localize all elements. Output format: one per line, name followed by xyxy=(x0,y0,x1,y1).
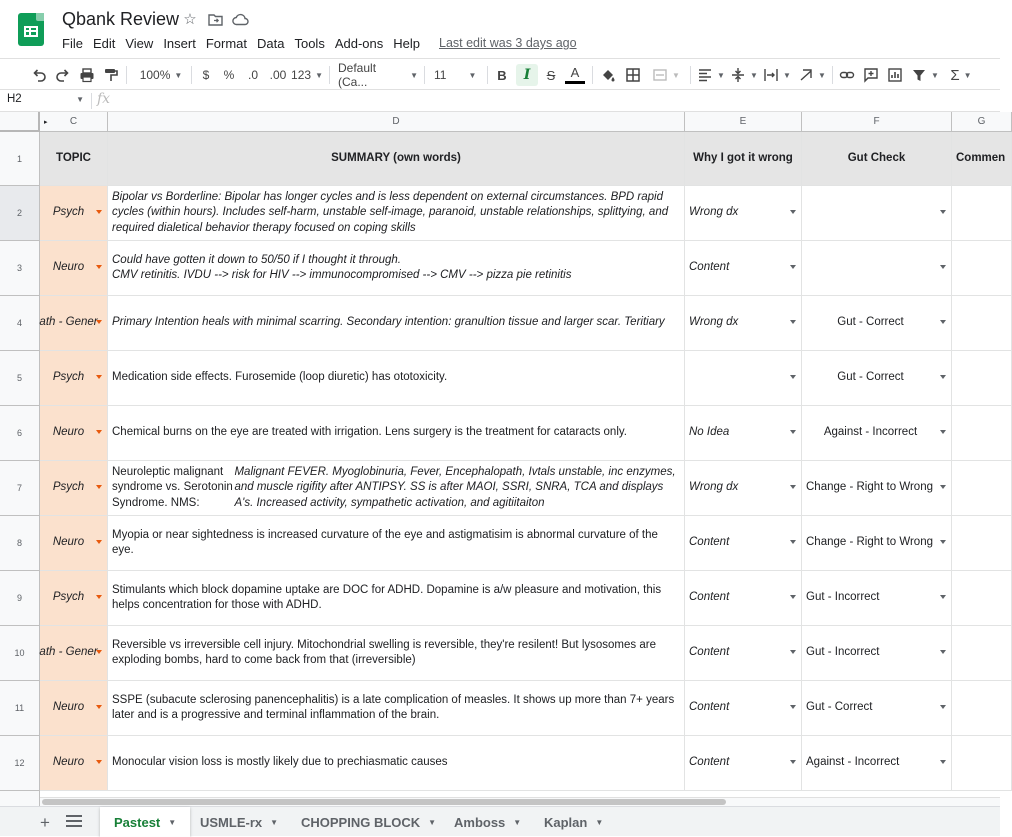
comments-cell[interactable] xyxy=(952,571,1012,626)
menu-view[interactable]: View xyxy=(125,36,154,51)
dropdown-arrow-icon[interactable] xyxy=(790,320,796,324)
topic-cell[interactable] xyxy=(40,351,108,406)
functions-icon[interactable]: Σ ▼ xyxy=(950,66,972,84)
gut-check-cell[interactable] xyxy=(802,516,952,571)
gut-check-cell[interactable] xyxy=(802,406,952,461)
formula-bar xyxy=(0,90,1000,112)
strikethrough-button[interactable]: S xyxy=(546,67,556,83)
row-header[interactable]: 5 xyxy=(0,351,40,406)
dropdown-arrow-icon[interactable] xyxy=(96,540,102,544)
sheet-tabs-bar xyxy=(0,806,1000,836)
row-header[interactable]: 12 xyxy=(0,736,40,791)
undo-icon[interactable] xyxy=(30,64,48,86)
more-formats-button[interactable]: 123 ▼ xyxy=(291,68,323,82)
menu-help[interactable]: Help xyxy=(393,36,420,51)
why-wrong-cell[interactable] xyxy=(685,736,802,791)
dropdown-arrow-icon[interactable] xyxy=(96,265,102,269)
column-header-g[interactable]: G xyxy=(952,112,1012,132)
header-summary[interactable]: SUMMARY (own words) xyxy=(108,132,685,186)
topic-value: ath - Gener xyxy=(39,646,98,659)
topic-cell[interactable] xyxy=(40,461,108,516)
gut-check-cell[interactable] xyxy=(802,351,952,406)
last-edit-link[interactable]: Last edit was 3 days ago xyxy=(439,36,577,50)
gut-check-value: Change - Right to Wrong xyxy=(806,481,933,494)
font-size-select[interactable]: 11 ▼ xyxy=(434,68,477,82)
gut-check-cell[interactable] xyxy=(802,461,952,516)
summary-cell[interactable]: SSPE (subacute sclerosing panencephalitis) is a late complication of measles. It shows up more than 7+ years later and is a progressive and terminal inflammation of the brain. xyxy=(108,681,685,736)
header-comments[interactable]: Commen xyxy=(952,132,1012,186)
dropdown-arrow-icon[interactable] xyxy=(790,265,796,269)
topic-cell[interactable] xyxy=(40,296,108,351)
filter-icon[interactable]: ▼ xyxy=(911,64,939,86)
sheet-tab-pastest[interactable]: Pastest ▼ xyxy=(100,807,190,837)
borders-icon[interactable] xyxy=(624,64,642,86)
why-wrong-value: Content xyxy=(689,701,730,714)
topic-value: Neuro xyxy=(52,536,85,549)
dropdown-arrow-icon[interactable] xyxy=(790,540,796,544)
gut-check-value: Against - Incorrect xyxy=(823,426,918,439)
document-title[interactable]: Qbank Review xyxy=(62,9,180,29)
gut-check-cell[interactable] xyxy=(802,736,952,791)
dropdown-arrow-icon[interactable] xyxy=(940,210,946,214)
summary-cell[interactable]: Monocular vision loss is mostly likely due to prechiasmatic causes xyxy=(108,736,685,791)
why-wrong-value: Content xyxy=(689,646,730,659)
why-wrong-value: Content xyxy=(689,591,730,604)
dropdown-arrow-icon[interactable] xyxy=(940,375,946,379)
spreadsheet-grid xyxy=(0,112,1006,802)
all-sheets-icon[interactable] xyxy=(66,815,82,829)
topic-value: Psych xyxy=(52,481,85,494)
header-gut-check[interactable]: Gut Check xyxy=(802,132,952,186)
comment-icon[interactable] xyxy=(862,64,880,86)
add-sheet-icon[interactable]: + xyxy=(40,813,50,832)
dropdown-arrow-icon[interactable] xyxy=(790,485,796,489)
bold-button[interactable]: B xyxy=(497,67,507,83)
app-bar xyxy=(0,0,1000,58)
increase-decimal-button[interactable]: .00 xyxy=(269,68,287,82)
dropdown-arrow-icon[interactable] xyxy=(790,705,796,709)
row-header[interactable]: 7 xyxy=(0,461,40,516)
chart-icon[interactable] xyxy=(886,64,904,86)
name-box[interactable]: H2 ▼ xyxy=(7,93,84,105)
why-wrong-cell[interactable] xyxy=(685,626,802,681)
zoom-select[interactable]: 100% ▼ xyxy=(139,68,183,82)
horizontal-scrollbar[interactable] xyxy=(40,797,1000,806)
topic-value: Neuro xyxy=(52,701,85,714)
link-icon[interactable] xyxy=(838,64,856,86)
comments-cell[interactable] xyxy=(952,186,1012,241)
menu-format[interactable]: Format xyxy=(205,36,247,51)
topic-value: ath - Gener xyxy=(39,316,98,329)
percent-format-button[interactable]: % xyxy=(223,68,235,82)
topic-value: Psych xyxy=(52,591,85,604)
dropdown-arrow-icon[interactable] xyxy=(96,650,102,654)
why-wrong-value: Content xyxy=(689,536,730,549)
merge-icon[interactable]: ▼ xyxy=(649,64,683,86)
gut-check-cell[interactable] xyxy=(802,296,952,351)
sheet-tab-kaplan[interactable]: Kaplan ▼ xyxy=(544,814,604,830)
menu-insert[interactable]: Insert xyxy=(163,36,196,51)
dropdown-arrow-icon[interactable] xyxy=(790,210,796,214)
dropdown-arrow-icon[interactable] xyxy=(790,430,796,434)
row-header[interactable]: 1 xyxy=(0,132,40,186)
topic-cell[interactable] xyxy=(40,626,108,681)
font-family-select[interactable]: Default (Ca... ▼ xyxy=(338,61,418,89)
comments-cell[interactable] xyxy=(952,736,1012,791)
summary-cell[interactable]: Bipolar vs Borderline: Bipolar has longer cycles and is less dependent on external circumstances. BPD rapid cycles (within hours). Includes self-harm, unstable self-image, paranoid, unstable relationships, splittying, and required dialetical behavior therapy focused on coping skills xyxy=(108,186,685,241)
decrease-decimal-button[interactable]: .0 xyxy=(247,68,258,82)
text-color-button[interactable]: A xyxy=(565,64,585,84)
row-header[interactable]: 3 xyxy=(0,241,40,296)
row-header[interactable]: 8 xyxy=(0,516,40,571)
gut-check-value: Gut - Incorrect xyxy=(806,646,880,659)
why-wrong-value: Wrong dx xyxy=(689,206,739,219)
dropdown-arrow-icon[interactable] xyxy=(940,540,946,544)
column-header-e[interactable]: E xyxy=(685,112,802,132)
paint-format-icon[interactable] xyxy=(102,64,120,86)
why-wrong-value: Wrong dx xyxy=(689,316,739,329)
topic-cell[interactable] xyxy=(40,406,108,461)
why-wrong-cell[interactable] xyxy=(685,406,802,461)
why-wrong-cell[interactable] xyxy=(685,241,802,296)
topic-value: Psych xyxy=(52,206,85,219)
row-header[interactable]: 9 xyxy=(0,571,40,626)
why-wrong-cell[interactable] xyxy=(685,186,802,241)
toolbar xyxy=(0,58,1000,90)
dropdown-arrow-icon[interactable] xyxy=(96,595,102,599)
summary-cell[interactable]: Medication side effects. Furosemide (loop diuretic) has ototoxicity. xyxy=(108,351,685,406)
comments-cell[interactable] xyxy=(952,406,1012,461)
topic-value: Neuro xyxy=(52,756,85,769)
why-wrong-cell[interactable] xyxy=(685,681,802,736)
gut-check-value: Gut - Correct xyxy=(806,701,873,714)
wrap-icon[interactable]: ▼ xyxy=(763,64,791,86)
rotate-icon[interactable]: ▼ xyxy=(798,64,826,86)
menu-bar xyxy=(62,35,420,52)
gut-check-cell[interactable] xyxy=(802,571,952,626)
header-topic[interactable]: TOPIC xyxy=(40,132,108,186)
dropdown-arrow-icon[interactable] xyxy=(790,760,796,764)
comments-cell[interactable] xyxy=(952,516,1012,571)
gut-check-cell[interactable] xyxy=(802,241,952,296)
valign-icon[interactable]: ▼ xyxy=(731,64,757,86)
gut-check-value: Change - Right to Wrong xyxy=(806,536,933,549)
topic-value: Neuro xyxy=(52,426,85,439)
column-header-f[interactable]: F xyxy=(802,112,952,132)
dropdown-arrow-icon[interactable] xyxy=(790,595,796,599)
dropdown-arrow-icon[interactable] xyxy=(940,705,946,709)
dropdown-arrow-icon[interactable] xyxy=(940,595,946,599)
topic-cell[interactable] xyxy=(40,736,108,791)
dropdown-arrow-icon[interactable] xyxy=(96,705,102,709)
column-header-c[interactable]: ▸ C xyxy=(40,112,108,132)
sheet-tab-usmle-rx[interactable]: USMLE-rx ▼ xyxy=(200,814,279,830)
why-wrong-cell[interactable] xyxy=(685,516,802,571)
topic-cell[interactable] xyxy=(40,186,108,241)
move-folder-icon[interactable] xyxy=(207,11,223,27)
dropdown-arrow-icon[interactable] xyxy=(940,320,946,324)
gut-check-value: Gut - Correct xyxy=(837,316,904,329)
summary-cell[interactable]: Could have gotten it down to 50/50 if I thought it through. CMV retinitis. IVDU --> risk for HIV --> immunocompromised --> CMV --> pizza pie retinitis xyxy=(108,241,685,296)
dropdown-arrow-icon[interactable] xyxy=(96,375,102,379)
menu-data[interactable]: Data xyxy=(257,36,285,51)
print-icon[interactable] xyxy=(78,64,96,86)
menu-tools[interactable]: Tools xyxy=(294,36,325,51)
dropdown-arrow-icon[interactable] xyxy=(940,760,946,764)
menu-edit[interactable]: Edit xyxy=(92,36,116,51)
comments-cell[interactable] xyxy=(952,296,1012,351)
comments-cell[interactable] xyxy=(952,241,1012,296)
gut-check-value: Against - Incorrect xyxy=(806,756,900,769)
row-header[interactable]: 6 xyxy=(0,406,40,461)
summary-cell[interactable]: Stimulants which block dopamine uptake are DOC for ADHD. Dopamine is a/w pleasure and motivation, this helps concentration for those with ADHD. xyxy=(108,571,685,626)
sheets-logo-icon[interactable] xyxy=(18,13,44,46)
comments-cell[interactable] xyxy=(952,461,1012,516)
gut-check-cell[interactable] xyxy=(802,626,952,681)
menu-file[interactable]: File xyxy=(62,36,83,51)
dropdown-arrow-icon[interactable] xyxy=(790,650,796,654)
dropdown-arrow-icon[interactable] xyxy=(940,485,946,489)
dropdown-arrow-icon[interactable] xyxy=(790,375,796,379)
select-all-corner[interactable] xyxy=(0,112,40,132)
why-wrong-cell[interactable] xyxy=(685,296,802,351)
dropdown-arrow-icon[interactable] xyxy=(96,320,102,324)
italic-button[interactable]: I xyxy=(516,64,538,86)
sheet-tab-chopping-block[interactable]: CHOPPING BLOCK ▼ xyxy=(301,814,437,830)
fx-icon: fx xyxy=(97,91,111,107)
summary-cell[interactable]: Chemical burns on the eye are treated with irrigation. Lens surgery is the treatment for cataracts only. xyxy=(108,406,685,461)
gut-check-value: Gut - Incorrect xyxy=(806,591,880,604)
dropdown-arrow-icon[interactable] xyxy=(96,485,102,489)
fill-color-icon[interactable] xyxy=(599,64,617,86)
gut-check-value: Gut - Correct xyxy=(837,371,904,384)
redo-icon[interactable] xyxy=(54,64,72,86)
why-wrong-cell[interactable] xyxy=(685,351,802,406)
dropdown-arrow-icon[interactable] xyxy=(96,760,102,764)
header-why-wrong[interactable]: Why I got it wrong xyxy=(685,132,802,186)
comments-cell[interactable] xyxy=(952,351,1012,406)
column-header-d[interactable]: D xyxy=(108,112,685,132)
menu-addons[interactable]: Add-ons xyxy=(334,36,384,51)
dropdown-arrow-icon[interactable] xyxy=(96,210,102,214)
topic-value: Psych xyxy=(52,371,85,384)
gut-check-cell[interactable] xyxy=(802,186,952,241)
topic-cell[interactable] xyxy=(40,241,108,296)
topic-value: Neuro xyxy=(52,261,85,274)
dropdown-arrow-icon[interactable] xyxy=(940,430,946,434)
scrollbar-thumb[interactable] xyxy=(42,799,726,805)
star-icon[interactable]: ☆ xyxy=(183,11,197,28)
why-wrong-cell[interactable] xyxy=(685,461,802,516)
row-header[interactable]: 2 xyxy=(0,186,40,241)
sheet-tab-amboss[interactable]: Amboss ▼ xyxy=(454,814,522,830)
topic-cell[interactable] xyxy=(40,681,108,736)
currency-format-button[interactable]: $ xyxy=(202,68,210,82)
dropdown-arrow-icon[interactable] xyxy=(96,430,102,434)
why-wrong-value: Content xyxy=(689,261,730,274)
summary-cell[interactable]: Myopia or near sightedness is increased curvature of the eye and astigmatisim is abnormal curvature of the eye. xyxy=(108,516,685,571)
cloud-status-icon[interactable] xyxy=(232,11,248,27)
why-wrong-value: Wrong dx xyxy=(689,481,739,494)
dropdown-arrow-icon[interactable] xyxy=(940,650,946,654)
why-wrong-value: Content xyxy=(689,756,730,769)
comments-cell[interactable] xyxy=(952,626,1012,681)
summary-cell[interactable]: Primary Intention heals with minimal scarring. Secondary intention: granultion tissue and larger scar. Teritiary xyxy=(108,296,685,351)
row-header[interactable]: 4 xyxy=(0,296,40,351)
row-header[interactable]: 11 xyxy=(0,681,40,736)
summary-cell[interactable]: Reversible vs irreversible cell injury. Mitochondrial swelling is reversible, they're resilent! But lysosomes are exploding bombs, hard to come back from that (irreversible) xyxy=(108,626,685,681)
summary-cell[interactable]: Neuroleptic malignant syndrome vs. Serotonin Syndrome. NMS: Malignant FEVER. Myoglobinuria, Fever, Encephalopath, Ivtals unstable, inc enzymes, and muscle rigifity after ANTIPSY. SS is after MAOI, SSRI, SNRA, TCA and displays A's. Increased activity, sympathetic activation, and agitiitaiton xyxy=(108,461,685,516)
gut-check-cell[interactable] xyxy=(802,681,952,736)
why-wrong-value: No Idea xyxy=(689,426,730,439)
align-icon[interactable]: ▼ xyxy=(697,64,725,86)
dropdown-arrow-icon[interactable] xyxy=(940,265,946,269)
topic-cell[interactable] xyxy=(40,516,108,571)
row-header[interactable]: 10 xyxy=(0,626,40,681)
topic-cell[interactable] xyxy=(40,571,108,626)
why-wrong-cell[interactable] xyxy=(685,571,802,626)
comments-cell[interactable] xyxy=(952,681,1012,736)
